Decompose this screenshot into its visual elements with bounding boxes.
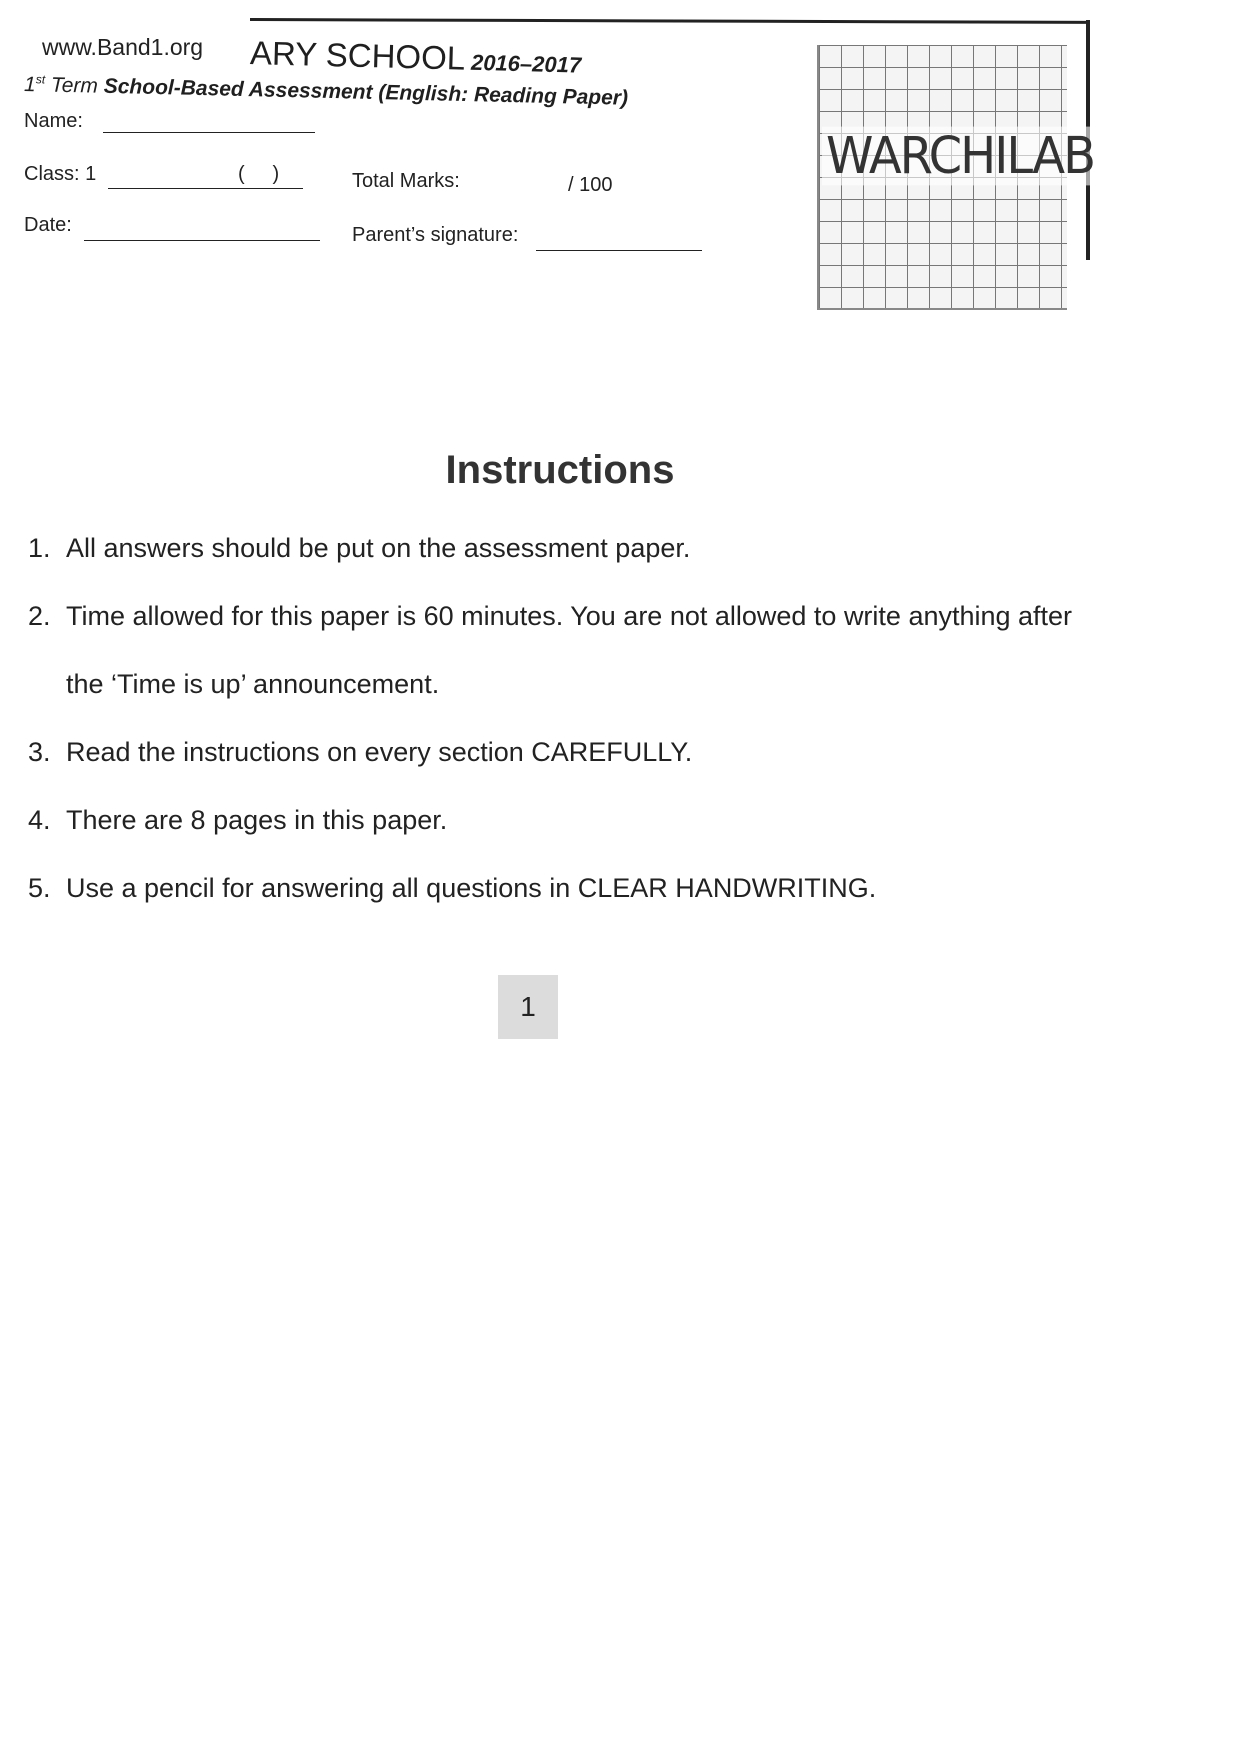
page-number: 1 — [498, 975, 558, 1039]
school-year: 2016–2017 — [470, 49, 582, 78]
instruction-text: Read the instructions on every section CAREFULLY. — [66, 737, 693, 767]
name-label: Name: — [24, 110, 83, 132]
term-word: Term — [50, 73, 99, 98]
total-marks-value: / 100 — [568, 174, 613, 196]
website-watermark: www.Band1.org — [42, 34, 211, 61]
instruction-text: Time allowed for this paper is 60 minutes. You are not allowed to write anything after the ‘Time is up’ announcement. — [66, 601, 1073, 699]
instruction-number: 1. — [28, 533, 51, 563]
instructions-title: Instructions — [445, 448, 675, 492]
instruction-item — [28, 582, 1088, 718]
instruction-number: 4. — [28, 805, 51, 835]
instruction-number: 5. — [28, 873, 51, 903]
instruction-item — [28, 718, 1088, 786]
school-name-fragment: ARY SCHOOL — [249, 34, 466, 77]
instruction-text: Use a pencil for answering all questions in CLEAR HANDWRITING. — [66, 873, 877, 903]
term-number: 1 — [23, 73, 36, 97]
subtitle-text: School-Based Assessment (English: Reading Paper) — [103, 74, 629, 110]
header-frame-top-border — [250, 18, 1090, 24]
instruction-number: 2. — [28, 601, 51, 631]
warchilab-logo: WARCHILAB — [822, 127, 1098, 186]
instruction-text: There are 8 pages in this paper. — [66, 805, 448, 835]
date-field-line[interactable] — [84, 240, 320, 241]
instruction-item — [28, 854, 1088, 922]
instruction-number: 3. — [28, 737, 51, 767]
instruction-item — [28, 786, 1088, 854]
parent-signature-label: Parent’s signature: — [352, 224, 519, 246]
instructions-list — [28, 514, 1088, 922]
instruction-text: All answers should be put on the assessment paper. — [66, 533, 691, 563]
instruction-item — [28, 514, 1088, 582]
class-number-parentheses: ( ) — [238, 163, 280, 185]
class-field-line[interactable] — [108, 188, 303, 189]
class-label: Class: 1 — [24, 163, 97, 185]
date-label: Date: — [24, 214, 72, 236]
total-marks-label: Total Marks: — [352, 170, 460, 192]
name-field-line[interactable] — [103, 132, 315, 133]
parent-signature-line[interactable] — [536, 250, 702, 251]
school-name — [250, 34, 582, 81]
term-suffix: st — [35, 72, 46, 87]
